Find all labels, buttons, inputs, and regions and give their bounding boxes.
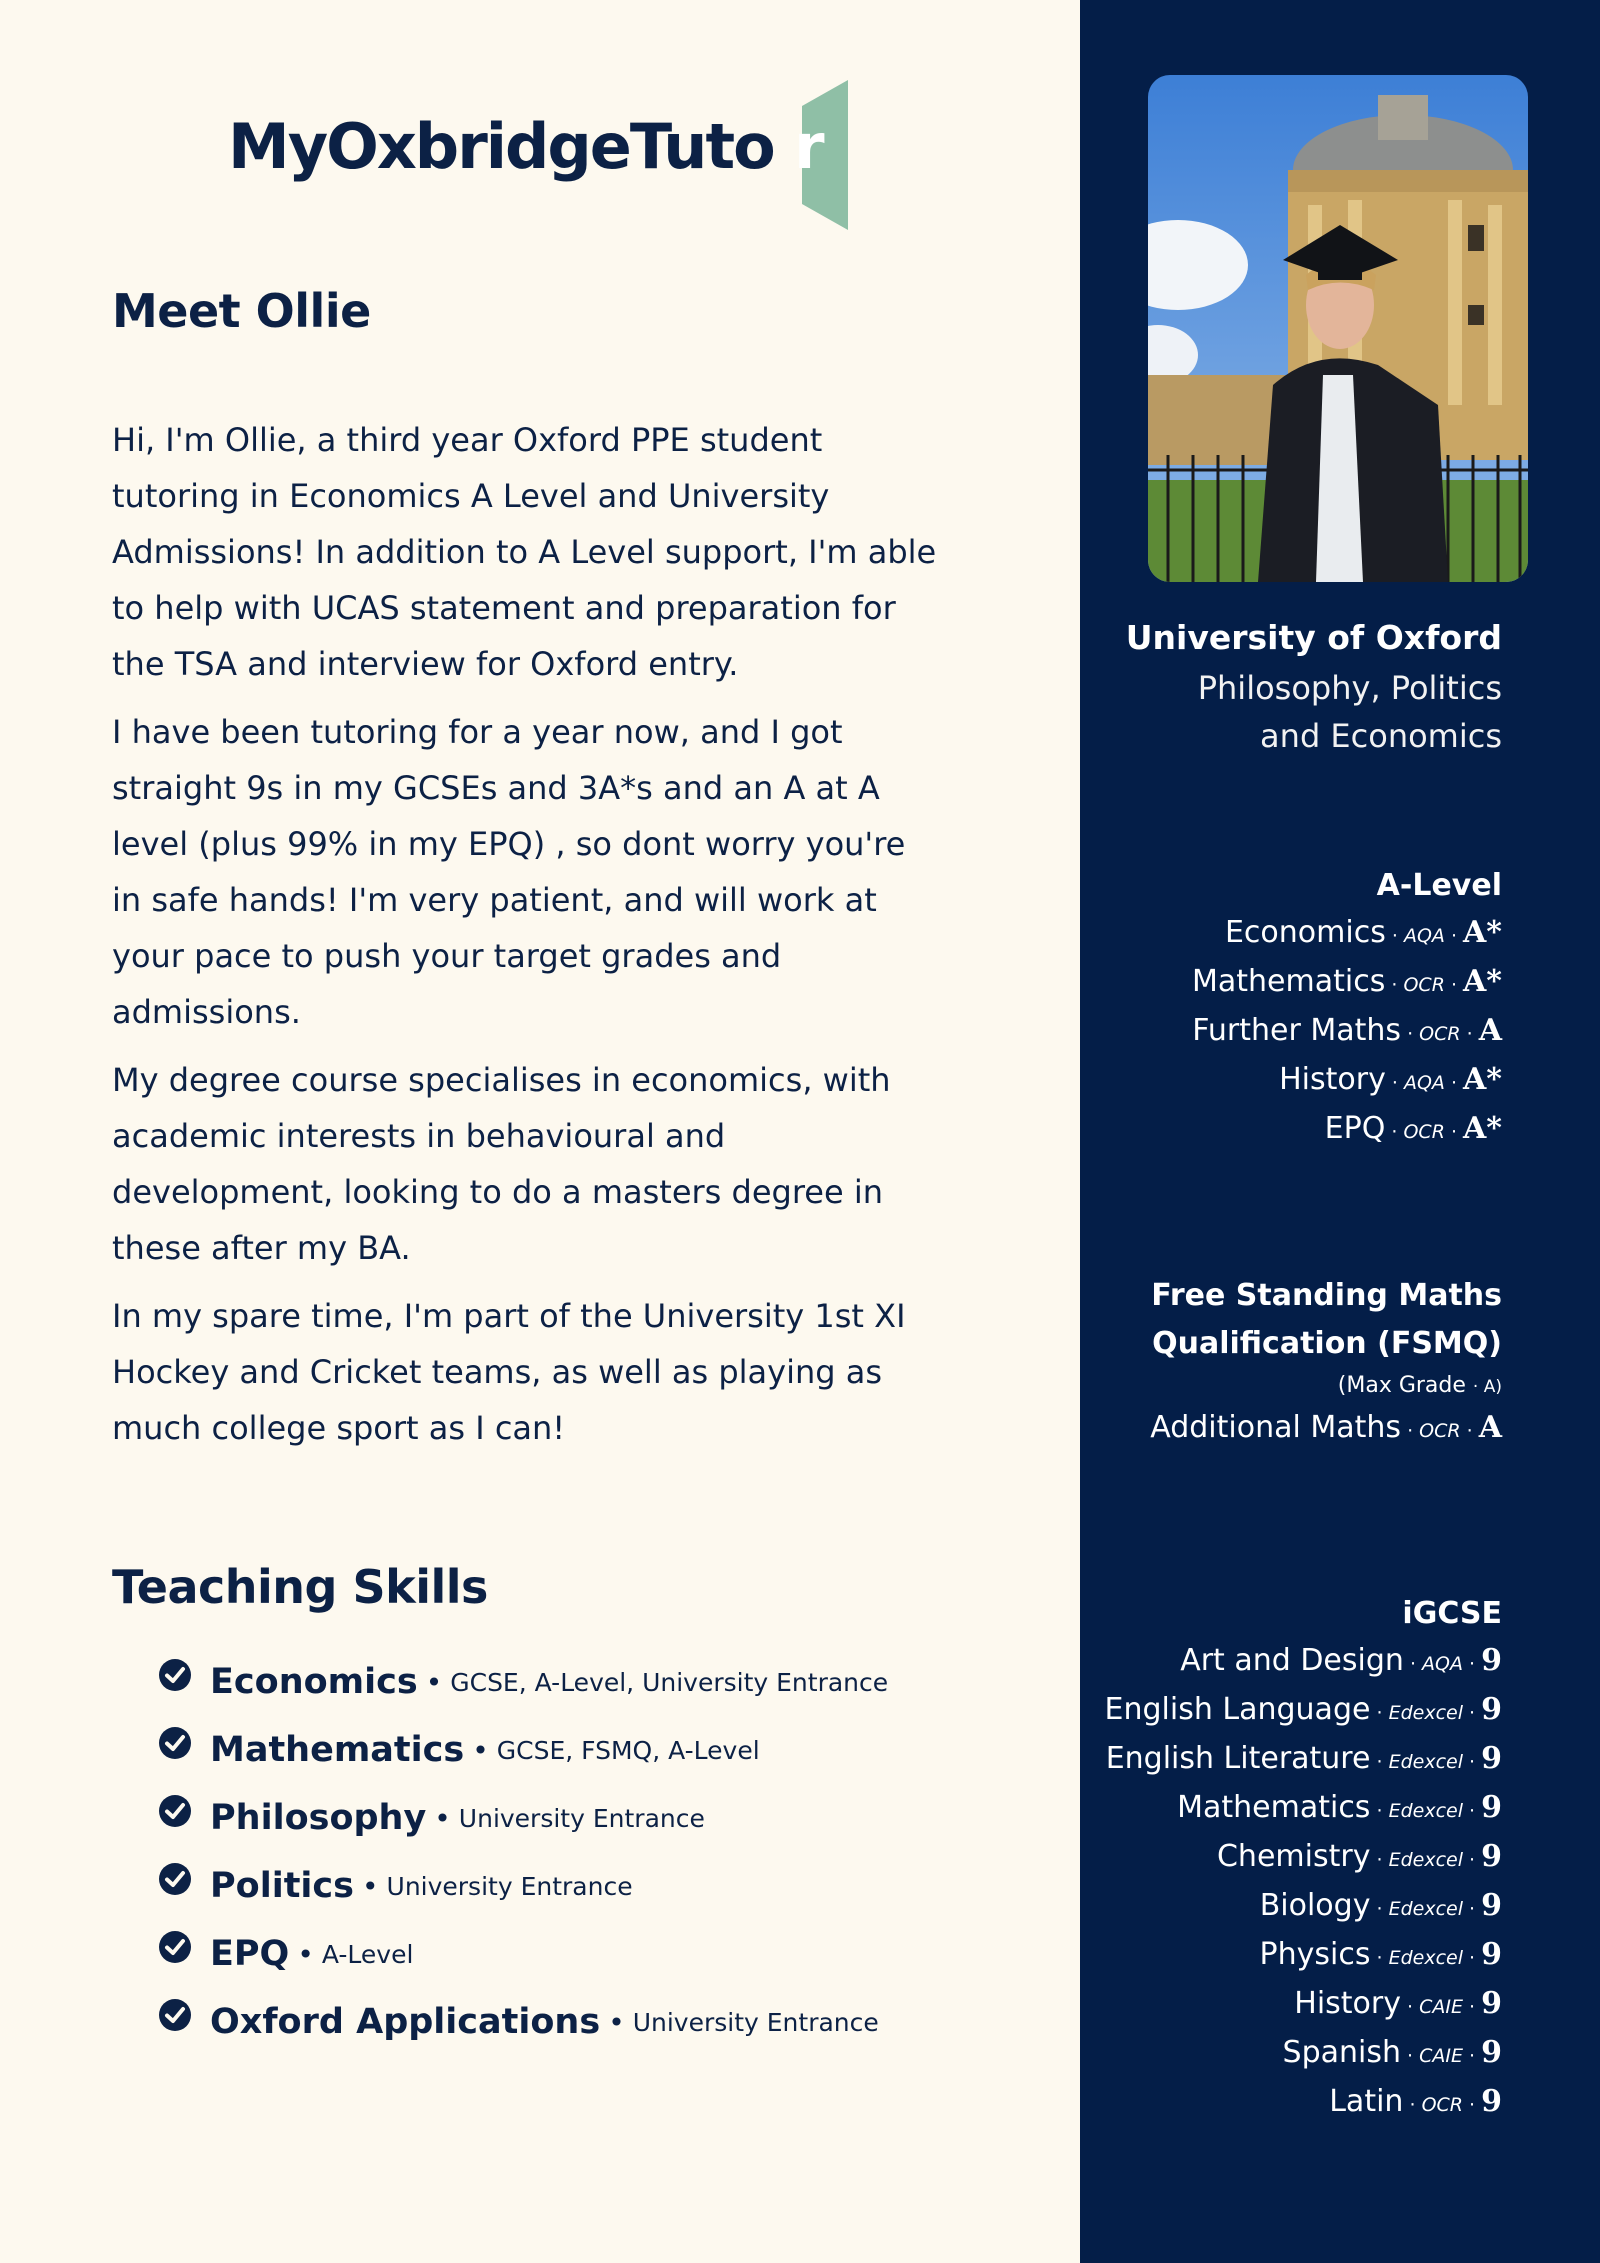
logo xyxy=(228,80,848,230)
grade: 9 xyxy=(1481,1643,1502,1678)
check-circle-icon xyxy=(158,1794,192,1828)
right-column xyxy=(1080,0,1600,2263)
bio-paragraph: In my spare time, I'm part of the University 1st XI Hockey and Cricket teams, as well as playing as much college sport as I can! xyxy=(112,1297,906,1447)
subject-name: Additional Maths xyxy=(1150,1410,1402,1445)
fsmq-title-line1: Free Standing Maths xyxy=(1151,1278,1502,1313)
exam-board: OCR xyxy=(1403,974,1445,996)
alevel-title: A-Level xyxy=(1376,868,1502,903)
exam-board: Edexcel xyxy=(1388,1947,1463,1969)
subject-name: Economics xyxy=(1224,915,1386,950)
list-item: Mathematics • GCSE, FSMQ, A-Level xyxy=(158,1716,1038,1784)
skill-levels: University Entrance xyxy=(458,1803,705,1833)
grade: 9 xyxy=(1481,2035,1502,2070)
qualification-row: Art and Design · AQA · 9 xyxy=(1180,1643,1502,1678)
igcse-section xyxy=(1042,1590,1502,2128)
skill-name: Economics xyxy=(210,1662,418,1702)
grade: 9 xyxy=(1481,1986,1502,2021)
skill-name: EPQ xyxy=(210,1934,290,1974)
check-circle-icon xyxy=(158,1726,192,1760)
tutor-photo xyxy=(1148,75,1528,582)
subject-name: Spanish xyxy=(1282,2035,1401,2070)
qualification-row: Spanish · CAIE · 9 xyxy=(1282,2035,1502,2070)
bio xyxy=(112,412,942,1468)
radcliffe-camera-photo xyxy=(1148,75,1528,582)
skill-levels: GCSE, FSMQ, A-Level xyxy=(496,1735,760,1765)
exam-board: AQA xyxy=(1422,1653,1463,1675)
check-circle-icon xyxy=(158,1862,192,1896)
university-name: University of Oxford xyxy=(1125,618,1502,657)
logo-last-letter: r xyxy=(794,110,823,183)
subject-name: Mathematics xyxy=(1177,1790,1371,1825)
fsmq-title-line2: Qualification (FSMQ) xyxy=(1152,1326,1502,1361)
subject-name: Biology xyxy=(1259,1888,1371,1923)
exam-board: Edexcel xyxy=(1388,1849,1463,1871)
skill-name: Mathematics xyxy=(210,1730,465,1770)
grade: 9 xyxy=(1481,1839,1502,1874)
alevel-section xyxy=(1042,862,1502,1155)
qualification-row: English Language · Edexcel · 9 xyxy=(1104,1692,1502,1727)
list-item: Philosophy • University Entrance xyxy=(158,1784,1038,1852)
fsmq-max-grade: (Max Grade · A) xyxy=(1337,1373,1502,1398)
university-block xyxy=(1082,612,1502,760)
course-name: Philosophy, Politics and Economics xyxy=(1197,669,1502,755)
subject-name: English Language xyxy=(1104,1692,1371,1727)
exam-board: CAIE xyxy=(1419,1996,1463,2018)
grade: 9 xyxy=(1481,1741,1502,1776)
bio-paragraph: I have been tutoring for a year now, and I got straight 9s in my GCSEs and 3A*s and an A at A level (plus 99% in my EPQ) , so dont worry you're in safe hands! I'm very patient, and will work at your pace to push your target grades and admissions. xyxy=(112,713,906,1031)
subject-name: Mathematics xyxy=(1192,964,1386,999)
list-item: Oxford Applications • University Entrance xyxy=(158,1988,1038,2056)
grade: 9 xyxy=(1481,1888,1502,1923)
exam-board: Edexcel xyxy=(1388,1751,1463,1773)
list-item: Politics • University Entrance xyxy=(158,1852,1038,1920)
grade: A* xyxy=(1463,1062,1502,1097)
bio-paragraph: My degree course specialises in economics, with academic interests in behavioural and development, looking to do a masters degree in these after my BA. xyxy=(112,1061,891,1267)
subject-name: English Literature xyxy=(1105,1741,1371,1776)
grade: A* xyxy=(1463,1111,1502,1146)
grade: 9 xyxy=(1481,2084,1502,2119)
teaching-skills-heading: Teaching Skills xyxy=(112,1560,488,1614)
qualification-row: History · AQA · A* xyxy=(1279,1062,1502,1097)
check-circle-icon xyxy=(158,1930,192,1964)
exam-board: CAIE xyxy=(1419,2045,1463,2067)
check-circle-icon xyxy=(158,1658,192,1692)
exam-board: AQA xyxy=(1403,925,1445,947)
exam-board: AQA xyxy=(1403,1072,1445,1094)
qualification-row: History · CAIE · 9 xyxy=(1294,1986,1502,2021)
subject-name: Physics xyxy=(1259,1937,1371,1972)
qualification-row: Economics · AQA · A* xyxy=(1224,915,1502,950)
skill-levels: GCSE, A-Level, University Entrance xyxy=(450,1667,889,1697)
qualification-row: Chemistry · Edexcel · 9 xyxy=(1216,1839,1502,1874)
exam-board: OCR xyxy=(1421,2094,1463,2116)
exam-board: OCR xyxy=(1419,1420,1461,1442)
bio-paragraph: Hi, I'm Ollie, a third year Oxford PPE student tutoring in Economics A Level and University Admissions! In addition to A Level support, I'm able to help with UCAS statement and preparation for the TSA and interview for Oxford entry. xyxy=(112,421,937,683)
qualification-row: Biology · Edexcel · 9 xyxy=(1259,1888,1502,1923)
skill-levels: University Entrance xyxy=(386,1871,633,1901)
exam-board: Edexcel xyxy=(1388,1702,1463,1724)
qualification-row: Physics · Edexcel · 9 xyxy=(1259,1937,1502,1972)
subject-name: History xyxy=(1279,1062,1386,1097)
grade: A xyxy=(1478,1410,1502,1445)
qualification-row: Mathematics · OCR · A* xyxy=(1192,964,1502,999)
exam-board: Edexcel xyxy=(1388,1800,1463,1822)
grade: A* xyxy=(1463,915,1502,950)
subject-name: Latin xyxy=(1329,2084,1404,2119)
logo-text: MyOxbridgeTuto xyxy=(228,110,774,183)
exam-board: Edexcel xyxy=(1388,1898,1463,1920)
qualification-row: Mathematics · Edexcel · 9 xyxy=(1177,1790,1502,1825)
subject-name: EPQ xyxy=(1324,1111,1386,1146)
meet-heading: Meet Ollie xyxy=(112,284,371,338)
qualification-row: Latin · OCR · 9 xyxy=(1329,2084,1502,2119)
list-item: Economics • GCSE, A-Level, University Entrance xyxy=(158,1648,1038,1716)
exam-board: OCR xyxy=(1403,1121,1445,1143)
grade: 9 xyxy=(1481,1937,1502,1972)
grade: A xyxy=(1478,1013,1502,1048)
qualification-row: Further Maths · OCR · A xyxy=(1192,1013,1502,1048)
skill-name: Philosophy xyxy=(210,1798,427,1838)
subject-name: Chemistry xyxy=(1216,1839,1371,1874)
igcse-title: iGCSE xyxy=(1402,1596,1502,1631)
grade: A* xyxy=(1463,964,1502,999)
qualification-row: English Literature · Edexcel · 9 xyxy=(1105,1741,1502,1776)
qualification-row: EPQ · OCR · A* xyxy=(1324,1111,1502,1146)
skill-levels: University Entrance xyxy=(632,2007,879,2037)
grade: 9 xyxy=(1481,1692,1502,1727)
check-circle-icon xyxy=(158,1998,192,2032)
skill-name: Oxford Applications xyxy=(210,2002,601,2042)
qualification-row: Additional Maths · OCR · A xyxy=(1150,1410,1502,1445)
skill-name: Politics xyxy=(210,1866,354,1906)
subject-name: History xyxy=(1294,1986,1401,2021)
skill-levels: A-Level xyxy=(321,1939,414,1969)
subject-name: Art and Design xyxy=(1180,1643,1404,1678)
skills-list xyxy=(158,1648,1038,2056)
exam-board: OCR xyxy=(1419,1023,1461,1045)
grade: 9 xyxy=(1481,1790,1502,1825)
list-item: EPQ • A-Level xyxy=(158,1920,1038,1988)
fsmq-section xyxy=(1042,1272,1502,1454)
subject-name: Further Maths xyxy=(1192,1013,1402,1048)
